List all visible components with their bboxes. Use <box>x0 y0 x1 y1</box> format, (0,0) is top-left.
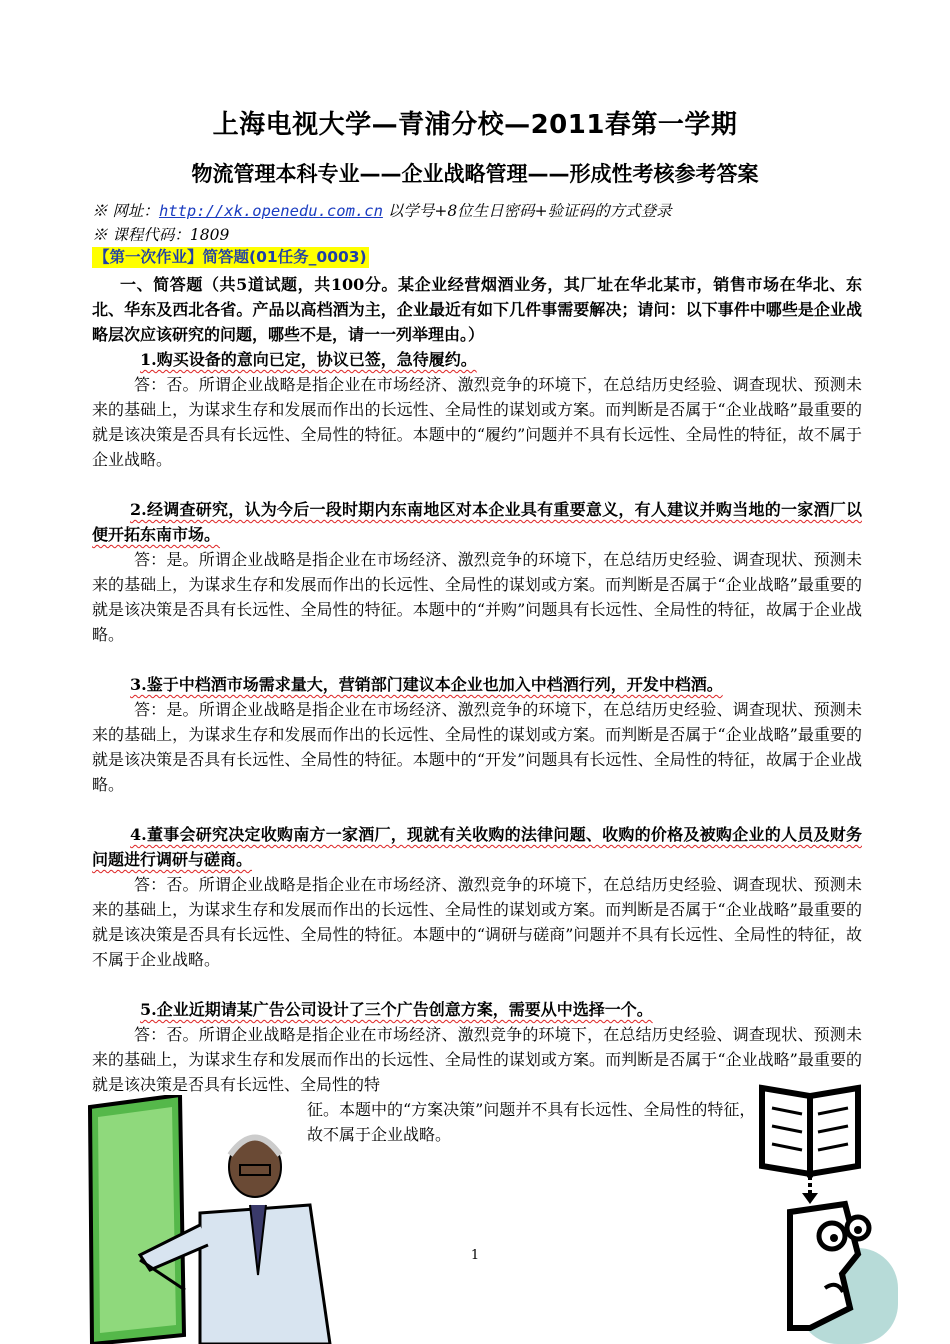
answer-4: 答：否。所谓企业战略是指企业在市场经济、激烈竞争的环境下，在总结历史经验、调查现状、预测未来的基础上，为谋求生存和发展而作出的长远性、全局性的谋划或方案。而判断是否属于“企业战略”最重要的就是该决策是否具有长远性、全局性的特征。本题中的“调研与磋商”问题并不具有长远性、全局性的特征，故不属于企业战略。 <box>92 875 862 969</box>
question-2: 2.经调查研究，认为今后一段时期内东南地区对本企业具有重要意义，有人建议并购当地的一家酒厂以便开拓东南市场。 <box>92 500 862 544</box>
page-number: 1 <box>470 1248 480 1263</box>
document-title: 上海电视大学—青浦分校—2011春第一学期 <box>212 110 738 140</box>
answer-1: 答：否。所谓企业战略是指企业在市场经济、激烈竞争的环境下，在总结历史经验、调查现状、预测未来的基础上，为谋求生存和发展而作出的长远性、全局性的谋划或方案。而判断是否属于“企业战略”最重要的就是该决策是否具有长远性、全局性的特征。本题中的“履约”问题并不具有长远性、全局性的特征，故不属于企业战略。 <box>92 375 862 469</box>
answer-2: 答：是。所谓企业战略是指企业在市场经济、激烈竞争的环境下，在总结历史经验、调查现状、预测未来的基础上，为谋求生存和发展而作出的长远性、全局性的谋划或方案。而判断是否属于“企业战略”最重要的就是该决策是否具有长远性、全局性的特征。本题中的“并购”问题具有长远性、全局性的特征，故属于企业战略。 <box>92 550 862 644</box>
question-4: 4.董事会研究决定收购南方一家酒厂，现就有关收购的法律问题、收购的价格及被购企业的人员及财务问题进行调研与磋商。 <box>92 825 862 869</box>
website-link[interactable]: http://xk.openedu.com.cn <box>158 202 383 220</box>
answer-5-part1: 答：否。所谓企业战略是指企业在市场经济、激烈竞争的环境下，在总结历史经验、调查现状、预测未来的基础上，为谋求生存和发展而作出的长远性、全局性的谋划或方案。而判断是否属于“企业战略”最重要的就是该决策是否具有长远性、全局性的特 <box>92 1025 862 1094</box>
login-instructions: 以学号+8位生日密码+验证码的方式登录 <box>382 202 672 220</box>
answer-3: 答：是。所谓企业战略是指企业在市场经济、激烈竞争的环境下，在总结历史经验、调查现状、预测未来的基础上，为谋求生存和发展而作出的长远性、全局性的谋划或方案。而判断是否属于“企业战略”最重要的就是该决策是否具有长远性、全局性的特征。本题中的“开发”问题具有长远性、全局性的特征，故属于企业战略。 <box>92 700 862 794</box>
website-label: ※ 网址： <box>92 202 159 220</box>
website-line <box>92 200 672 222</box>
course-code-line: ※ 课程代码：1809 <box>92 226 230 244</box>
question-3: 3.鉴于中档酒市场需求量大，营销部门建议本企业也加入中档酒行列，开发中档酒。 <box>130 675 723 694</box>
document-subtitle: 物流管理本科专业——企业战略管理——形成性考核参考答案 <box>191 162 759 186</box>
section-tag: 【第一次作业】简答题(01任务_0003) <box>94 248 367 266</box>
answer-5-part2: 征。本题中的“方案决策”问题并不具有长远性、全局性的特征，故不属于企业战略。 <box>307 1100 756 1144</box>
book-head-clipart <box>750 1078 950 1344</box>
question-1: 1.购买设备的意向已定，协议已签，急待履约。 <box>140 350 477 369</box>
intro-paragraph: 一、简答题（共5道试题，共100分。某企业经营烟酒业务，其厂址在华北某市，销售市场在华北、东北、华东及西北各省。产品以高档酒为主，企业最近有如下几件事需要解决；请问：以下事件中哪些是企业战略层次应该研究的问题，哪些不是，请一一列举理由。） <box>92 275 862 344</box>
question-5: 5.企业近期请某广告公司设计了三个广告创意方案，需要从中选择一个。 <box>140 1000 653 1019</box>
teacher-clipart <box>80 1095 340 1344</box>
